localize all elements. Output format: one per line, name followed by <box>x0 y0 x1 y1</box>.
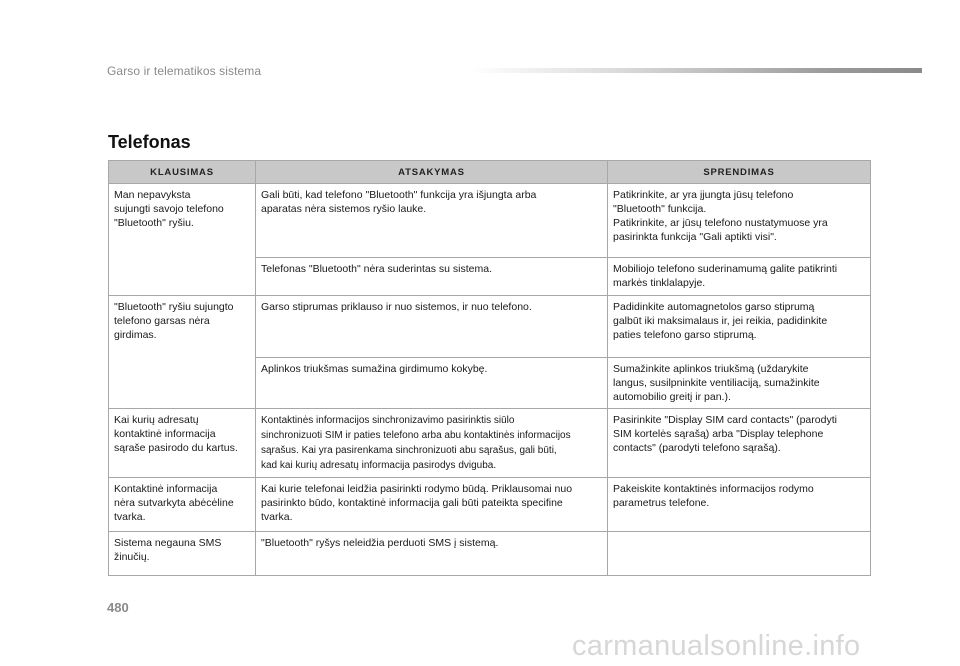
solution-line: Pakeiskite kontaktinės informacijos rodymo <box>613 483 814 495</box>
table-row <box>109 532 871 576</box>
solution-line: contacts" (parodyti telefono sąrašą). <box>613 442 781 454</box>
question-line: "Bluetooth" ryšiu sujungto <box>114 301 234 313</box>
solution-line: Padidinkite automagnetolos garso stiprumą <box>613 301 815 313</box>
answer-line: Telefonas "Bluetooth" nėra suderintas su sistema. <box>261 263 492 275</box>
solution-cell <box>608 478 871 532</box>
question-line: Man nepavyksta <box>114 189 191 201</box>
answer-line: tvarka. <box>261 511 293 523</box>
column-header-question: KLAUSIMAS <box>109 161 256 184</box>
question-line: girdimas. <box>114 329 157 341</box>
solution-line: markės tinklalapyje. <box>613 277 706 289</box>
answer-line: sąrašus. Kai yra pasirenkama sinchronizuoti abu sąrašus, gali būti, <box>261 445 557 456</box>
answer-line: Garso stiprumas priklauso ir nuo sistemos, ir nuo telefono. <box>261 301 532 313</box>
question-line: "Bluetooth" ryšiu. <box>114 217 194 229</box>
answer-cell <box>256 258 608 296</box>
section-title: Telefonas <box>108 132 191 152</box>
solution-cell <box>608 184 871 258</box>
solution-cell <box>608 532 871 576</box>
watermark-text: carmanualsonline.info <box>572 630 861 662</box>
answer-cell <box>256 358 608 409</box>
table-row <box>109 184 871 258</box>
question-line: Kai kurių adresatų <box>114 414 199 426</box>
header-gradient-bar <box>470 68 922 73</box>
column-header-answer: ATSAKYMAS <box>256 161 608 184</box>
question-line: žinučių. <box>114 551 150 563</box>
question-cell <box>109 532 256 576</box>
answer-line: kad kai kurių adresatų informacija pasirodys dviguba. <box>261 460 497 471</box>
question-line: Kontaktinė informacija <box>114 483 218 495</box>
solution-line: SIM kortelės sąrašą) arba "Display telephone <box>613 428 824 440</box>
solution-cell <box>608 258 871 296</box>
solution-cell <box>608 358 871 409</box>
solution-line: Pasirinkite "Display SIM card contacts" (parodyti <box>613 414 837 426</box>
question-line: nėra sutvarkyta abėcėline <box>114 497 234 509</box>
question-cell <box>109 184 256 296</box>
question-line: sujungti savojo telefono <box>114 203 224 215</box>
running-header-title: Garso ir telematikos sistema <box>107 64 262 78</box>
question-line: kontaktinė informacija <box>114 428 216 440</box>
answer-line: Aplinkos triukšmas sumažina girdimumo kokybę. <box>261 363 488 375</box>
question-line: telefono garsas nėra <box>114 315 210 327</box>
solution-line: Patikrinkite, ar yra įjungta jūsų telefono <box>613 189 794 201</box>
table-row <box>109 409 871 478</box>
table-header-row <box>109 161 871 184</box>
solution-line: paties telefono garso stiprumą. <box>613 329 757 341</box>
answer-cell <box>256 532 608 576</box>
answer-line: pasirinkto būdo, kontaktinė informacija gali būti pateikta specifine <box>261 497 563 509</box>
table-row <box>109 296 871 358</box>
answer-line: Kontaktinės informacijos sinchronizavimo pasirinktis siūlo <box>261 415 515 426</box>
question-line: sąraše pasirodo du kartus. <box>114 442 238 454</box>
answer-line: "Bluetooth" ryšys neleidžia perduoti SMS į sistemą. <box>261 537 499 549</box>
solution-line: parametrus telefone. <box>613 497 710 509</box>
answer-line: aparatas nėra sistemos ryšio lauke. <box>261 203 427 215</box>
answer-cell <box>256 409 608 478</box>
solution-line: Sumažinkite aplinkos triukšmą (uždarykite <box>613 363 809 375</box>
solution-line: "Bluetooth" funkcija. <box>613 203 707 215</box>
solution-line: Patikrinkite, ar jūsų telefono nustatymuose yra <box>613 217 828 229</box>
question-line: Sistema negauna SMS <box>114 537 222 549</box>
question-cell <box>109 296 256 409</box>
table-row <box>109 478 871 532</box>
answer-line: sinchronizuoti SIM ir paties telefono arba abu kontaktinės informacijos <box>261 430 571 441</box>
answer-line: Kai kurie telefonai leidžia pasirinkti rodymo būdą. Priklausomai nuo <box>261 483 573 495</box>
answer-cell <box>256 296 608 358</box>
solution-cell <box>608 409 871 478</box>
answer-cell <box>256 184 608 258</box>
solution-line: Mobiliojo telefono suderinamumą galite patikrinti <box>613 263 838 275</box>
solution-line: galbūt iki maksimalaus ir, jei reikia, padidinkite <box>613 315 828 327</box>
answer-line: Gali būti, kad telefono "Bluetooth" funkcija yra išjungta arba <box>261 189 537 201</box>
question-cell <box>109 478 256 532</box>
question-line: tvarka. <box>114 511 146 523</box>
solution-line: langus, susilpninkite ventiliaciją, sumažinkite <box>613 377 820 389</box>
column-header-solution: SPRENDIMAS <box>608 161 871 184</box>
solution-cell <box>608 296 871 358</box>
faq-table <box>108 160 871 576</box>
answer-cell <box>256 478 608 532</box>
question-cell <box>109 409 256 478</box>
page-number: 480 <box>107 600 129 615</box>
solution-line: pasirinkta funkcija "Gali aptikti visi". <box>613 231 777 243</box>
faq-table-body <box>109 184 871 576</box>
solution-line: automobilio greitį ir pan.). <box>613 391 731 403</box>
